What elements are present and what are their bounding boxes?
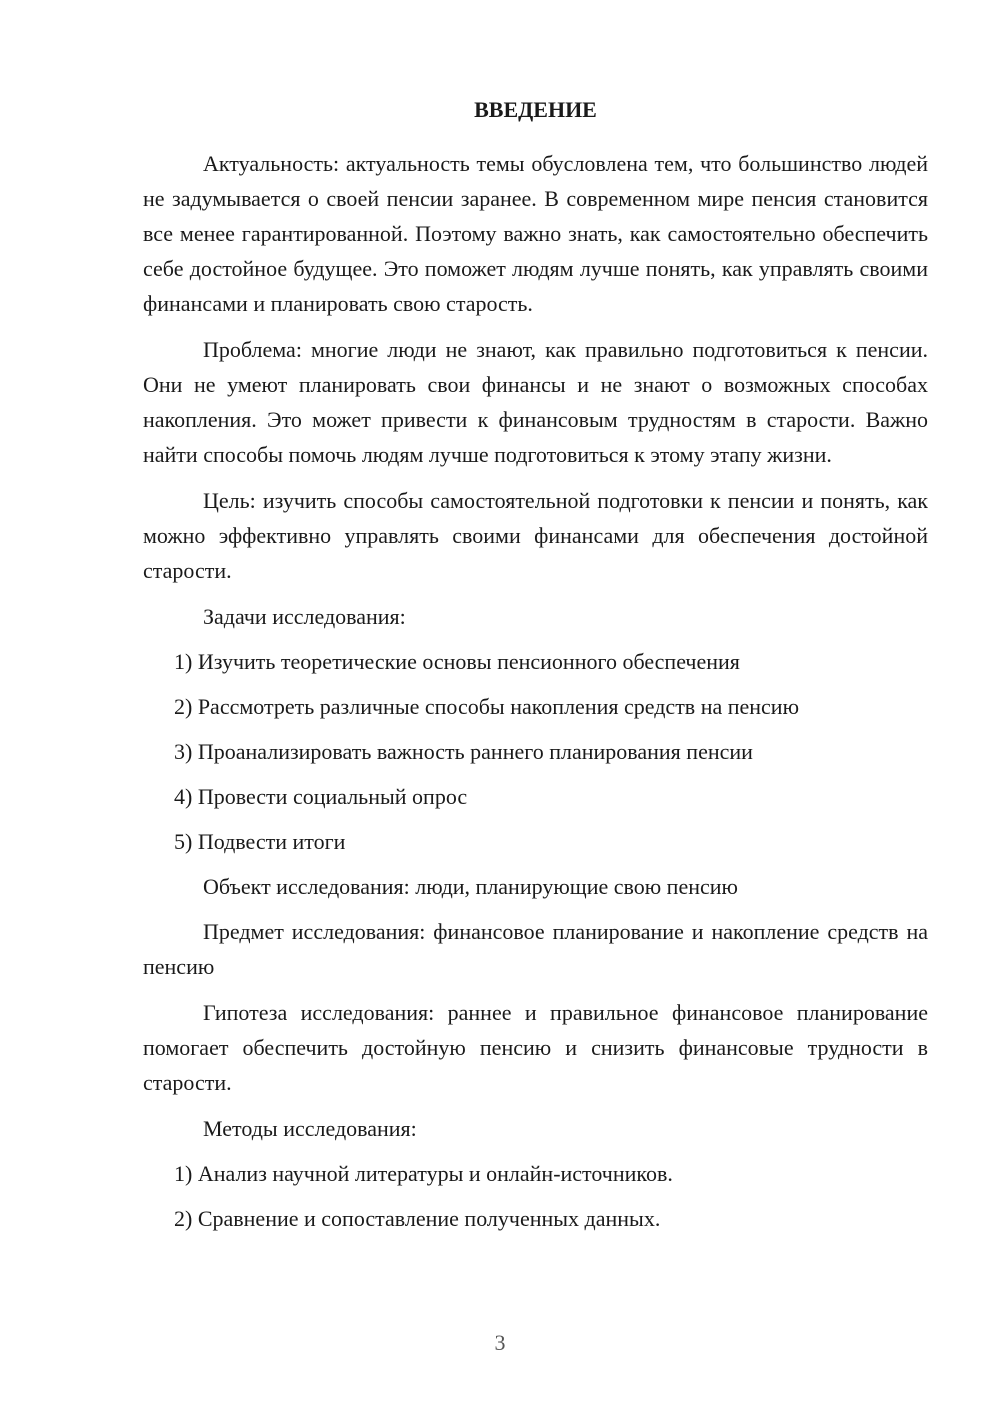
goal-paragraph: Цель: изучить способы самостоятельной подготовки к пенсии и понять, как можно эффективно управлять своими финансами для обеспечения достойной старости. (143, 488, 928, 583)
subject-paragraph: Предмет исследования: финансовое планирование и накопление средств на пенсию (143, 919, 928, 979)
task-item: 1) Изучить теоретические основы пенсионного обеспечения (174, 649, 740, 674)
object-paragraph: Объект исследования: люди, планирующие свою пенсию (203, 874, 738, 899)
task-item: 4) Провести социальный опрос (174, 784, 468, 809)
page-number: 3 (494, 1330, 506, 1355)
methods-heading: Методы исследования: (203, 1116, 417, 1141)
relevance-paragraph: Актуальность: актуальность темы обусловлена тем, что большинство людей не задумывается о своей пенсии заранее. В современном мире пенсия становится все менее гарантированной. Поэтому важно знать, как самостоятельно обеспечить себе достойное будущее. Это поможет людям лучше понять, как управлять своими финансами и планировать свою старость. (143, 151, 928, 316)
method-item: 1) Анализ научной литературы и онлайн-источников. (174, 1161, 673, 1186)
method-item: 2) Сравнение и сопоставление полученных данных. (174, 1206, 661, 1231)
document-page (143, 92, 928, 1246)
task-item: 3) Проанализировать важность раннего планирования пенсии (174, 739, 753, 764)
hypothesis-paragraph: Гипотеза исследования: раннее и правильное финансовое планирование помогает обеспечить достойную пенсию и снизить финансовые трудности в старости. (143, 1000, 928, 1095)
task-item: 2) Рассмотреть различные способы накопления средств на пенсию (174, 694, 800, 719)
problem-paragraph: Проблема: многие люди не знают, как правильно подготовиться к пенсии. Они не умеют планировать свои финансы и не знают о возможных способах накопления. Это может привести к финансовым трудностям в старости. Важно найти способы помочь людям лучше подготовиться к этому этапу жизни. (143, 337, 928, 467)
task-item: 5) Подвести итоги (174, 829, 346, 854)
page-title: ВВЕДЕНИЕ (474, 97, 597, 122)
tasks-heading: Задачи исследования: (203, 604, 406, 629)
